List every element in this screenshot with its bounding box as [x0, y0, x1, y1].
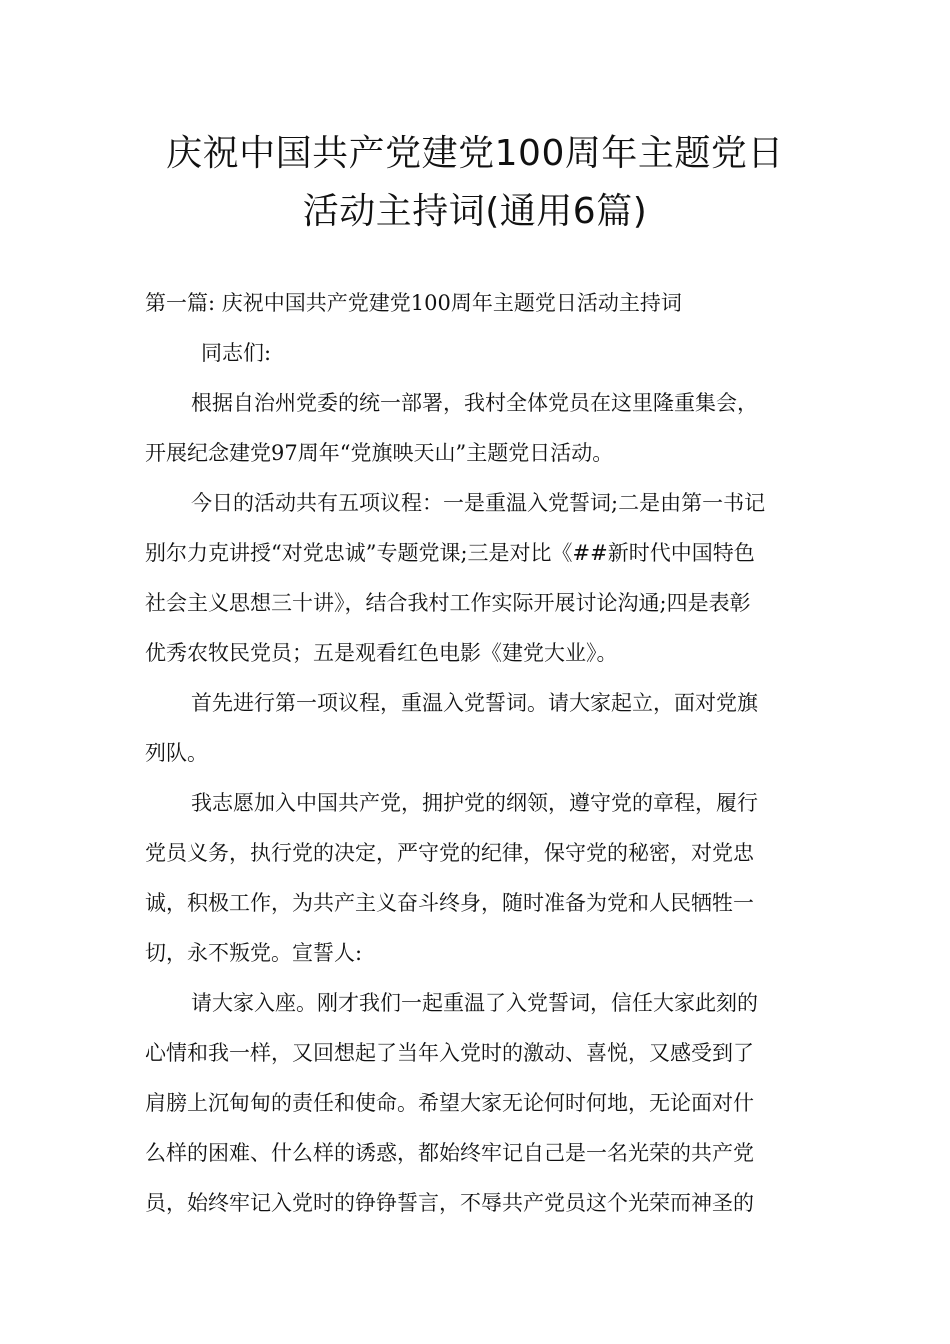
greeting: 同志们: — [201, 341, 272, 365]
paragraph-line: 党员义务，执行党的决定，严守党的纪律，保守党的秘密，对党忠 — [145, 841, 754, 865]
paragraph — [145, 478, 815, 678]
paragraph-line: 列队。 — [145, 741, 208, 765]
section-heading: 第一篇: 庆祝中国共产党建党100周年主题党日活动主持词 — [145, 291, 682, 315]
paragraph-line: 社会主义思想三十讲》，结合我村工作实际开展讨论沟通;四是表彰 — [145, 591, 751, 615]
paragraph-line: 请大家入座。刚才我们一起重温了入党誓词，信任大家此刻的 — [191, 991, 758, 1015]
paragraph-line: 开展纪念建党97周年“党旗映天山”主题党日活动。 — [145, 441, 614, 465]
paragraph-line: 根据自治州党委的统一部署，我村全体党员在这里隆重集会， — [191, 391, 758, 415]
paragraph-line: 优秀农牧民党员；五是观看红色电影《建党大业》。 — [145, 641, 618, 665]
document-title-line-2: 活动主持词(通用6篇) — [302, 191, 648, 232]
document-body — [145, 278, 815, 1228]
paragraph-line: 切，永不叛党。宣誓人: — [145, 941, 363, 965]
paragraph — [145, 978, 815, 1228]
paragraph-line: 今日的活动共有五项议程：一是重温入党誓词;二是由第一书记 — [191, 491, 766, 515]
paragraph-line: 么样的困难、什么样的诱惑，都始终牢记自己是一名光荣的共产党 — [145, 1141, 754, 1165]
paragraph-line: 我志愿加入中国共产党，拥护党的纲领，遵守党的章程，履行 — [191, 791, 758, 815]
paragraph — [145, 678, 815, 778]
paragraph-line: 肩膀上沉甸甸的责任和使命。希望大家无论何时何地，无论面对什 — [145, 1091, 754, 1115]
paragraph-line: 心情和我一样，又回想起了当年入党时的激动、喜悦，又感受到了 — [145, 1041, 754, 1065]
paragraph-line: 诚，积极工作，为共产主义奋斗终身，随时准备为党和人民牺牲一 — [145, 891, 754, 915]
paragraph — [145, 378, 815, 478]
document-title-line-1: 庆祝中国共产党建党100周年主题党日 — [166, 133, 784, 174]
paragraph-line: 员，始终牢记入党时的铮铮誓言，不辱共产党员这个光荣而神圣的 — [145, 1191, 754, 1215]
paragraph — [145, 778, 815, 978]
paragraph-line: 首先进行第一项议程，重温入党誓词。请大家起立，面对党旗 — [191, 691, 758, 715]
paragraph-line: 别尔力克讲授“对党忠诚”专题党课;三是对比《##新时代中国特色 — [145, 541, 755, 565]
